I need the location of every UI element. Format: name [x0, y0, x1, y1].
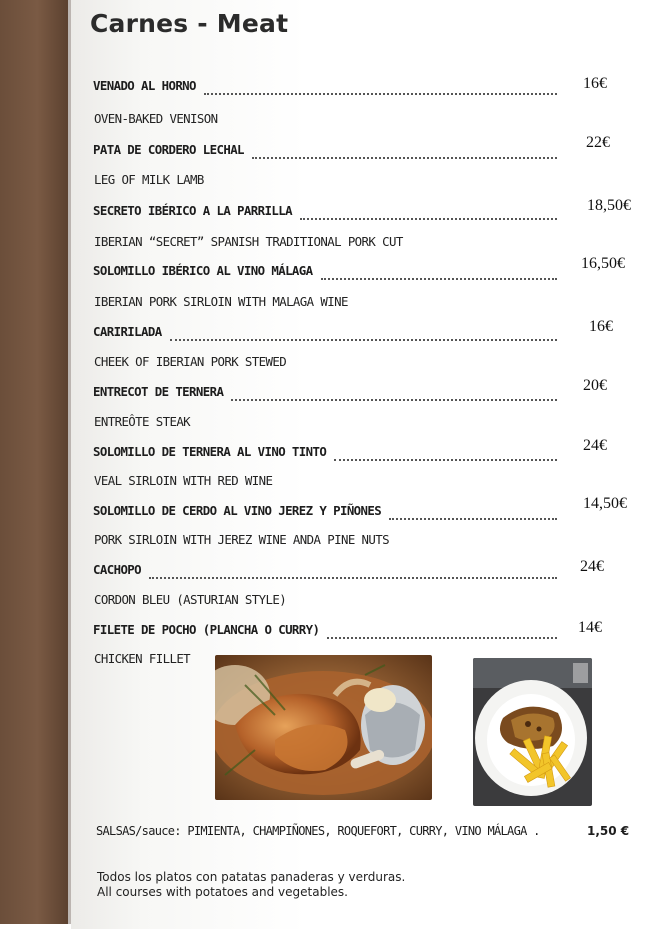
dish-name-es: CACHOPO [93, 562, 142, 577]
dish-name-en: OVEN-BAKED VENISON [94, 111, 218, 126]
menu-item-solomillo-iberico [93, 263, 563, 283]
footer-note-es: Todos los platos con patatas panaderas y verduras. [97, 870, 406, 884]
footer-note-en: All courses with potatoes and vegetables. [97, 885, 348, 899]
dish-name-en: CHICKEN FILLET [94, 651, 191, 666]
dish-name-en: LEG OF MILK LAMB [94, 172, 204, 187]
menu-item-solomillo-ternera [93, 444, 563, 464]
dish-price: 16€ [583, 75, 607, 92]
dish-price: 14,50€ [583, 495, 627, 512]
dish-name-en: CHEEK OF IBERIAN PORK STEWED [94, 354, 287, 369]
sauces-line: SALSAS/sauce: PIMIENTA, CHAMPIÑONES, ROQUEFORT, CURRY, VINO MÁLAGA . [96, 824, 540, 838]
menu-item-venado [93, 78, 563, 98]
menu-item-cachopo [93, 562, 563, 582]
dish-name-en: IBERIAN “SECRET” SPANISH TRADITIONAL PORK CUT [94, 234, 403, 249]
dish-price: 16€ [589, 318, 613, 335]
menu-item-entrecot [93, 384, 563, 404]
menu-item-cordero [93, 142, 563, 162]
dot-leader [389, 517, 557, 520]
menu-item-caririlada [93, 324, 563, 344]
dish-name-en: PORK SIRLOIN WITH JEREZ WINE ANDA PINE NUTS [94, 532, 389, 547]
dot-leader [231, 398, 557, 401]
dish-price: 16,50€ [581, 255, 625, 272]
dish-name-en: ENTREÔTE STEAK [94, 414, 191, 429]
dish-price: 20€ [583, 377, 607, 394]
roast-lamb-photo [215, 655, 432, 800]
book-spine [0, 0, 68, 924]
roast-lamb-image [215, 655, 432, 800]
dish-name-es: SOLOMILLO IBÉRICO AL VINO MÁLAGA [93, 263, 313, 278]
dot-leader [170, 338, 557, 341]
dot-leader [321, 277, 557, 280]
dish-name-es: SOLOMILLO DE TERNERA AL VINO TINTO [93, 444, 327, 459]
dish-name-en: IBERIAN PORK SIRLOIN WITH MALAGA WINE [94, 294, 348, 309]
dish-name-es: PATA DE CORDERO LECHAL [93, 142, 244, 157]
dot-leader [204, 92, 557, 95]
dish-price: 14€ [578, 619, 602, 636]
menu-item-secreto [93, 203, 563, 223]
dish-name-es: FILETE DE POCHO (PLANCHA O CURRY) [93, 622, 320, 637]
dot-leader [149, 576, 557, 579]
dot-leader [300, 217, 557, 220]
dish-price: 24€ [580, 558, 604, 575]
steak-fries-photo [473, 658, 592, 806]
sauces-price: 1,50 € [587, 824, 630, 838]
dish-name-en: CORDON BLEU (ASTURIAN STYLE) [94, 592, 287, 607]
dot-leader [252, 156, 557, 159]
menu-item-solomillo-cerdo [93, 503, 563, 523]
steak-fries-image [473, 658, 592, 806]
page-title: Carnes - Meat [90, 9, 289, 38]
dish-name-es: CARIRILADA [93, 324, 162, 339]
dot-leader [334, 458, 557, 461]
dish-price: 24€ [583, 437, 607, 454]
menu-item-pollo [93, 622, 563, 642]
dish-name-en: VEAL SIRLOIN WITH RED WINE [94, 473, 273, 488]
dish-name-es: SOLOMILLO DE CERDO AL VINO JEREZ Y PIÑONES [93, 503, 382, 518]
dish-name-es: SECRETO IBÉRICO A LA PARRILLA [93, 203, 292, 218]
dish-price: 18,50€ [587, 197, 631, 214]
dot-leader [327, 636, 557, 639]
dish-price: 22€ [586, 134, 610, 151]
dish-name-es: ENTRECOT DE TERNERA [93, 384, 224, 399]
dish-name-es: VENADO AL HORNO [93, 78, 196, 93]
